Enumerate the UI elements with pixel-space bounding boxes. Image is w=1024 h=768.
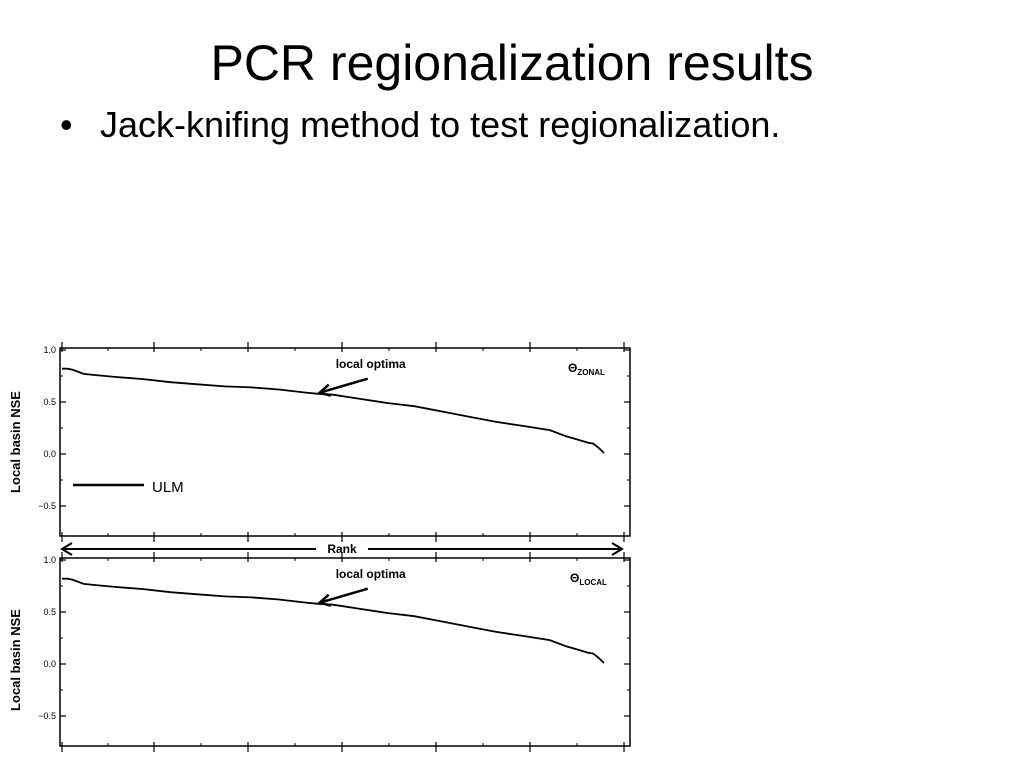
- panel-label-symbol: Θ: [570, 571, 580, 585]
- bullet-item: [60, 104, 780, 146]
- y-tick-label: −0.5: [38, 711, 56, 721]
- panel-label-theta-local: [570, 571, 607, 587]
- series-line-local: [62, 579, 604, 663]
- annotation-label: local optima: [335, 567, 406, 581]
- y-tick-label: −0.5: [38, 501, 56, 511]
- chart-panel-local: [8, 552, 630, 752]
- y-axis-label: Local basin NSE: [8, 609, 23, 711]
- plot-frame: [60, 348, 630, 536]
- legend-label-ulm: ULM: [152, 479, 184, 496]
- x-axis: [62, 552, 624, 752]
- y-axis-label: Local basin NSE: [8, 391, 23, 493]
- chart-panel-zonal: [8, 342, 630, 542]
- y-tick-label: 0.5: [43, 397, 56, 407]
- y-tick-label: 0.0: [43, 449, 56, 459]
- annotation-label: local optima: [335, 357, 406, 371]
- y-tick-label: 0.5: [43, 607, 56, 617]
- y-tick-label: 0.0: [43, 659, 56, 669]
- plot-frame: [60, 558, 630, 746]
- slide-title: PCR regionalization results: [210, 35, 814, 91]
- panel-label-subscript: ZONAL: [577, 368, 605, 377]
- bullet-dot: •: [60, 104, 73, 145]
- panel-label-symbol: Θ: [568, 361, 578, 375]
- nse-rank-figure: [0, 330, 650, 760]
- panel-label-theta-zonal: [568, 361, 605, 377]
- y-tick-label: 1.0: [43, 345, 56, 355]
- x-axis-label-rank: Rank: [327, 542, 357, 556]
- bullet-text: Jack-knifing method to test regionalization.: [100, 104, 781, 145]
- series-line-ulm: [62, 369, 604, 453]
- y-tick-label: 1.0: [43, 555, 56, 565]
- x-axis: [62, 342, 624, 542]
- panel-label-subscript: LOCAL: [579, 578, 607, 587]
